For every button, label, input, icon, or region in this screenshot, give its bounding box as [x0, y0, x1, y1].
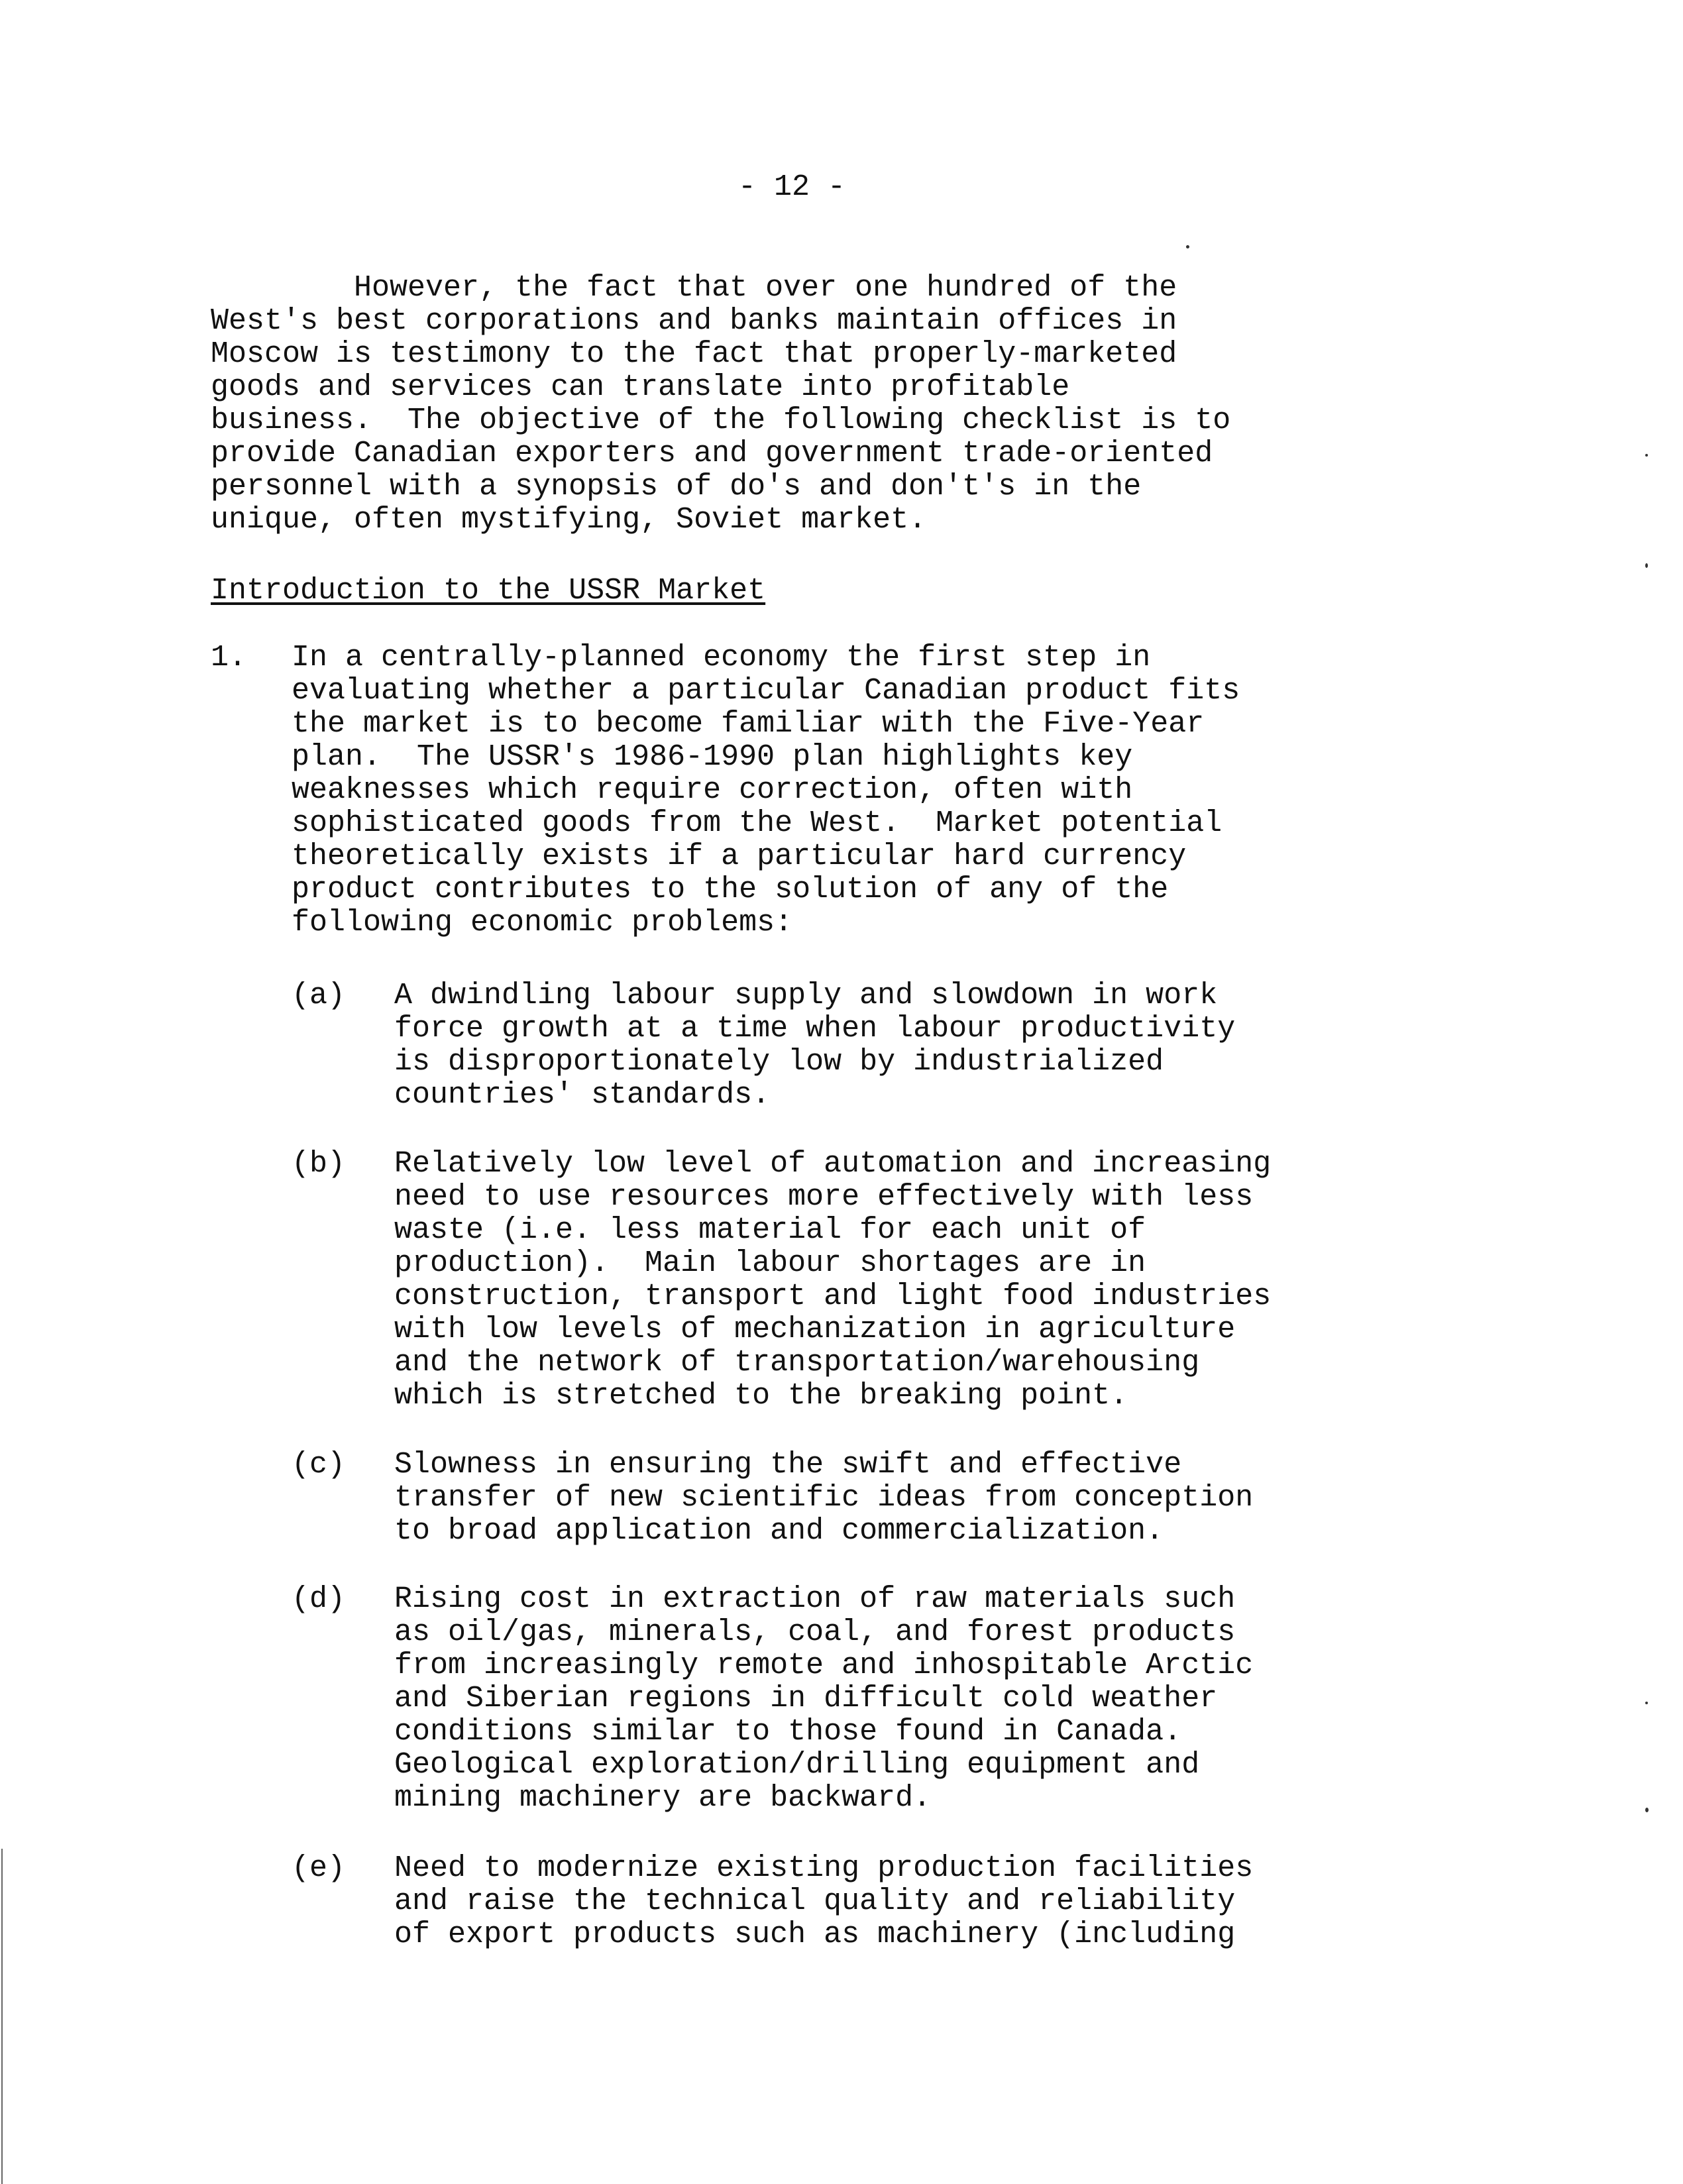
text-line: conditions similar to those found in Canada.	[394, 1715, 1182, 1749]
page-number: - 12 -	[737, 170, 846, 204]
text-line: waste (i.e. less material for each unit of	[394, 1213, 1146, 1247]
sub-item-a-label: (a)	[292, 979, 346, 1012]
text-line: the market is to become familiar with the Five-Year	[292, 707, 1205, 741]
text-line: Slowness in ensuring the swift and effective	[394, 1448, 1182, 1482]
text-line: transfer of new scientific ideas from conception	[394, 1481, 1254, 1515]
sub-item-d-label: (d)	[292, 1582, 346, 1616]
text-line: Need to modernize existing production facilities	[394, 1851, 1254, 1885]
text-line: Relatively low level of automation and increasing	[394, 1147, 1272, 1181]
item-1-number: 1.	[211, 641, 247, 675]
text-line: is disproportionately low by industrialized	[394, 1045, 1164, 1079]
scan-speck	[1645, 563, 1648, 568]
text-line: with low levels of mechanization in agriculture	[394, 1313, 1236, 1346]
text-line: goods and services can translate into profitable	[211, 370, 1070, 404]
scan-margin-rule	[1, 1849, 3, 2184]
text-line: provide Canadian exporters and government trade-oriented	[211, 437, 1213, 470]
scan-speck	[1645, 454, 1648, 457]
text-line: mining machinery are backward.	[394, 1781, 932, 1815]
scan-speck	[1645, 1808, 1649, 1812]
text-line: Moscow is testimony to the fact that properly-marketed	[211, 337, 1177, 371]
text-line: weaknesses which require correction, often with	[292, 773, 1133, 807]
text-line: Rising cost in extraction of raw materials such	[394, 1582, 1236, 1616]
text-line: construction, transport and light food industries	[394, 1280, 1272, 1313]
text-line: production). Main labour shortages are in	[394, 1246, 1146, 1280]
sub-item-a-text	[394, 979, 1235, 1112]
text-line: theoretically exists if a particular hard currency	[292, 840, 1187, 873]
scan-speck	[1186, 245, 1189, 248]
text-line: West's best corporations and banks maintain offices in	[211, 304, 1177, 338]
text-line: and Siberian regions in difficult cold weather	[394, 1682, 1218, 1716]
text-line: from increasingly remote and inhospitable Arctic	[394, 1649, 1254, 1682]
sub-item-b-label: (b)	[292, 1147, 346, 1181]
sub-item-b-text	[394, 1148, 1271, 1413]
text-line: following economic problems:	[292, 906, 793, 940]
text-line: which is stretched to the breaking point.	[394, 1379, 1128, 1413]
intro-paragraph	[211, 272, 1602, 537]
text-line: personnel with a synopsis of do's and don't's in the	[211, 470, 1142, 504]
item-1-text	[292, 641, 1240, 940]
text-line: sophisticated goods from the West. Market potential	[292, 806, 1222, 840]
text-line: need to use resources more effectively with less	[394, 1180, 1254, 1214]
text-line: However, the fact that over one hundred of the	[211, 271, 1177, 305]
text-line: of export products such as machinery (including	[394, 1918, 1236, 1951]
text-line: and the network of transportation/warehousing	[394, 1346, 1200, 1380]
section-heading: Introduction to the USSR Market	[211, 574, 766, 608]
sub-item-c-label: (c)	[292, 1448, 346, 1482]
text-line: evaluating whether a particular Canadian product fits	[292, 674, 1240, 708]
sub-item-c-text	[394, 1448, 1253, 1548]
text-line: to broad application and commercialization.	[394, 1514, 1164, 1548]
text-line: In a centrally-planned economy the first step in	[292, 641, 1151, 675]
sub-item-d-text	[394, 1583, 1253, 1815]
sub-item-e-text	[394, 1852, 1253, 1951]
text-line: countries' standards.	[394, 1078, 771, 1112]
text-line: as oil/gas, minerals, coal, and forest products	[394, 1615, 1236, 1649]
text-line: and raise the technical quality and reliability	[394, 1884, 1236, 1918]
text-line: Geological exploration/drilling equipment and	[394, 1748, 1200, 1782]
scan-speck	[1645, 1702, 1648, 1704]
text-line: force growth at a time when labour productivity	[394, 1012, 1236, 1046]
text-line: business. The objective of the following checklist is to	[211, 404, 1231, 437]
text-line: unique, often mystifying, Soviet market.	[211, 503, 927, 537]
sub-item-e-label: (e)	[292, 1851, 346, 1885]
text-line: product contributes to the solution of any of the	[292, 873, 1169, 906]
text-line: plan. The USSR's 1986-1990 plan highlights key	[292, 740, 1133, 774]
text-line: A dwindling labour supply and slowdown in work	[394, 979, 1218, 1012]
